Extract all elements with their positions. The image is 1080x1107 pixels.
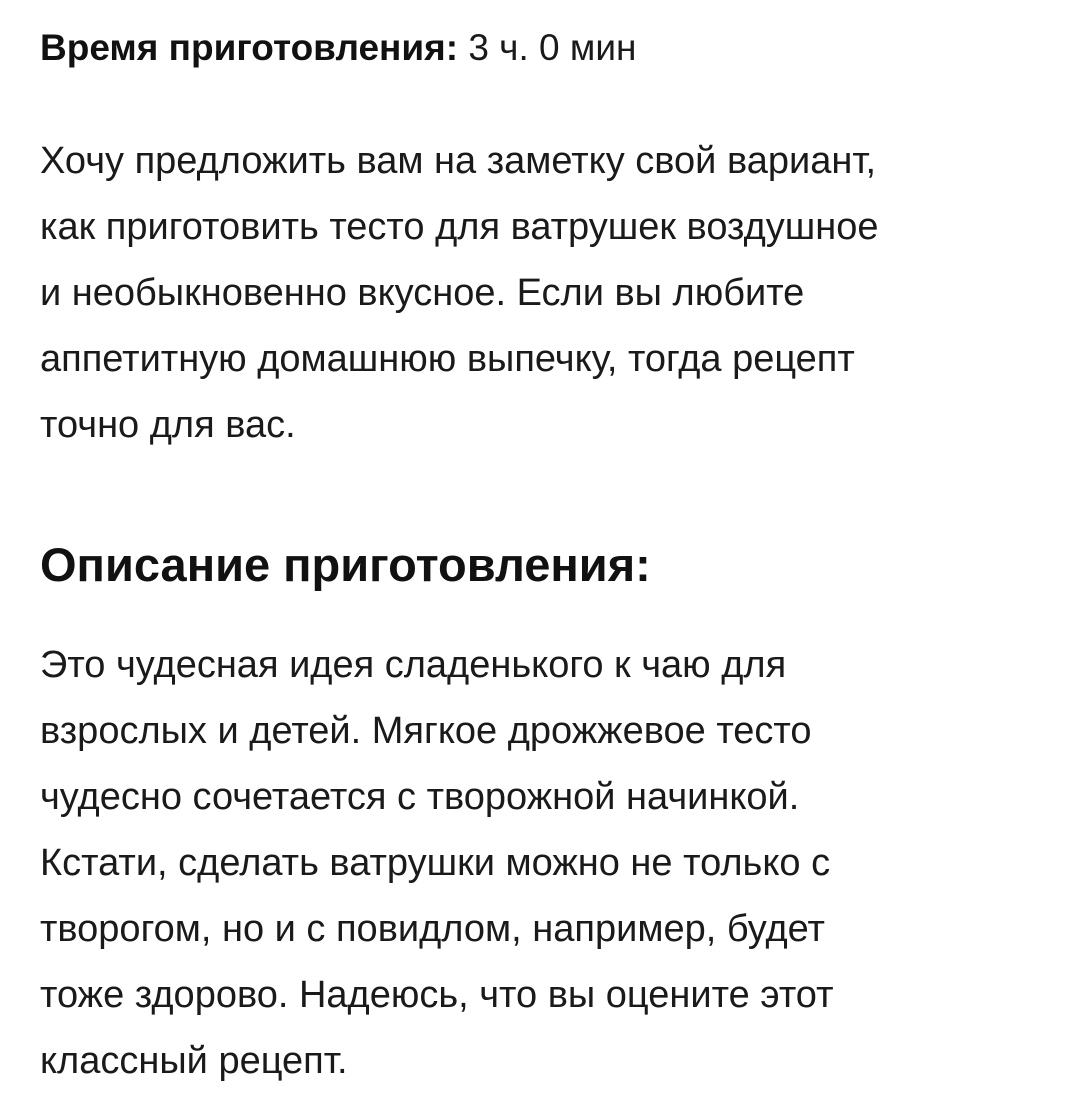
description-line: Кстати, сделать ватрушки можно не только с: [40, 842, 831, 884]
cook-time-value: 3 ч. 0 мин: [468, 27, 637, 68]
description-line: Это чудесная идея сладенького к чаю для: [40, 644, 787, 686]
description-heading: Описание приготовления:: [40, 538, 651, 591]
intro-paragraph: [40, 128, 1050, 458]
cook-time-label: Время приготовления:: [40, 27, 459, 68]
description-line: взрослых и детей. Мягкое дрожжевое тесто: [40, 710, 812, 752]
description-paragraph: [40, 632, 1050, 1094]
description-line: тоже здорово. Надеюсь, что вы оцените этот: [40, 974, 834, 1016]
cook-time: [40, 22, 636, 74]
description-line: классный рецепт.: [40, 1040, 348, 1082]
description-line: творогом, но и с повидлом, например, будет: [40, 908, 825, 950]
description-line: чудесно сочетается с творожной начинкой.: [40, 776, 800, 818]
intro-line: Хочу предложить вам на заметку свой вариант,: [40, 140, 877, 182]
intro-line: точно для вас.: [40, 404, 296, 446]
intro-line: как приготовить тесто для ватрушек воздушное: [40, 206, 879, 248]
intro-line: и необыкновенно вкусное. Если вы любите: [40, 272, 805, 314]
intro-line: аппетитную домашнюю выпечку, тогда рецепт: [40, 338, 855, 380]
